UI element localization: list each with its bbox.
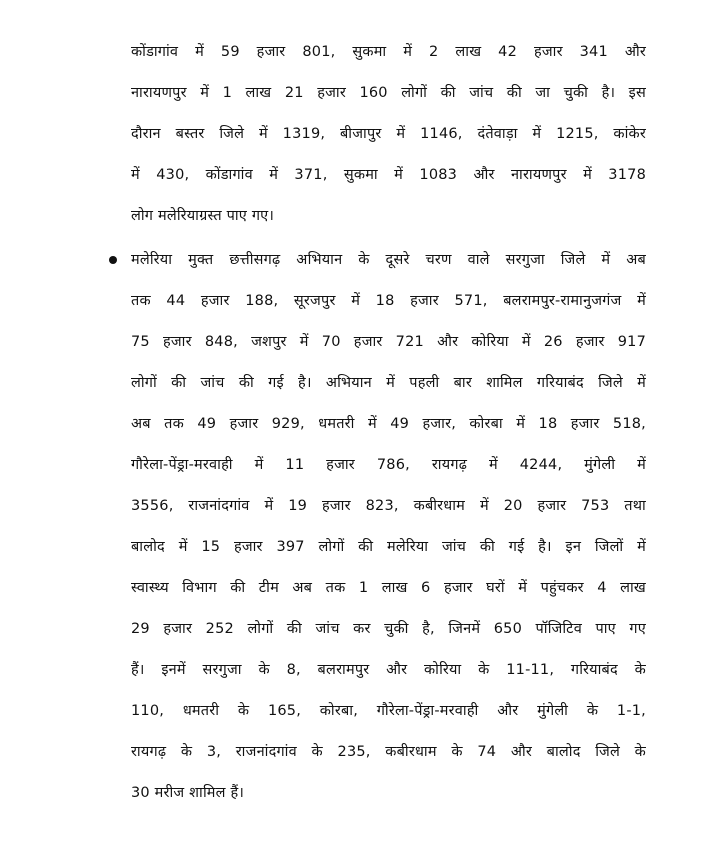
- paragraph-2-line-11: हैं। इनमें सरगुजा के 8, बलरामपुर और कोरिया के 11-11, गरियाबंद के: [131, 662, 646, 678]
- bullet-point: [109, 256, 117, 264]
- paragraph-2-line-12: 110, धमतरी के 165, कोरबा, गौरेला-पेंड्रा-मरवाही और मुंगेली के 1-1,: [131, 703, 646, 719]
- paragraph-2-line-6: गौरेला-पेंड्रा-मरवाही में 11 हजार 786, रायगढ़ में 4244, मुंगेली में: [131, 457, 646, 473]
- paragraph-2-line-8: बालोद में 15 हजार 397 लोगों की मलेरिया जांच की गई है। इन जिलों में: [131, 539, 646, 555]
- paragraph-2-line-1: मलेरिया मुक्त छत्तीसगढ़ अभियान के दूसरे चरण वाले सरगुजा जिले में अब: [131, 252, 646, 268]
- paragraph-2-line-4: लोगों की जांच की गई है। अभियान में पहली बार शामिल गरियाबंद जिले में: [131, 375, 646, 391]
- paragraph-2-line-7: 3556, राजनांदगांव में 19 हजार 823, कबीरधाम में 20 हजार 753 तथा: [131, 498, 646, 514]
- paragraph-2-line-3: 75 हजार 848, जशपुर में 70 हजार 721 और कोरिया में 26 हजार 917: [131, 334, 646, 350]
- paragraph-2-line-14: 30 मरीज शामिल हैं।: [131, 785, 245, 801]
- paragraph-1-line-3: दौरान बस्तर जिले में 1319, बीजापुर में 1146, दंतेवाड़ा में 1215, कांकेर: [131, 126, 646, 142]
- paragraph-2-line-10: 29 हजार 252 लोगों की जांच कर चुकी है, जिनमें 650 पॉजिटिव पाए गए: [131, 621, 646, 637]
- paragraph-2-line-5: अब तक 49 हजार 929, धमतरी में 49 हजार, कोरबा में 18 हजार 518,: [131, 416, 646, 432]
- paragraph-2-line-2: तक 44 हजार 188, सूरजपुर में 18 हजार 571, बलरामपुर-रामानुजगंज में: [131, 293, 646, 309]
- paragraph-1-line-1: कोंडागांव में 59 हजार 801, सुकमा में 2 लाख 42 हजार 341 और: [131, 44, 646, 60]
- paragraph-2-line-9: स्वास्थ्य विभाग की टीम अब तक 1 लाख 6 हजार घरों में पहुंचकर 4 लाख: [131, 580, 646, 596]
- paragraph-2-line-13: रायगढ़ के 3, राजनांदगांव के 235, कबीरधाम के 74 और बालोद जिले के: [131, 744, 646, 760]
- paragraph-1-line-2: नारायणपुर में 1 लाख 21 हजार 160 लोगों की जांच की जा चुकी है। इस: [131, 85, 646, 101]
- paragraph-1-line-5: लोग मलेरियाग्रस्त पाए गए।: [131, 208, 275, 224]
- paragraph-1-line-4: में 430, कोंडागांव में 371, सुकमा में 1083 और नारायणपुर में 3178: [131, 167, 646, 183]
